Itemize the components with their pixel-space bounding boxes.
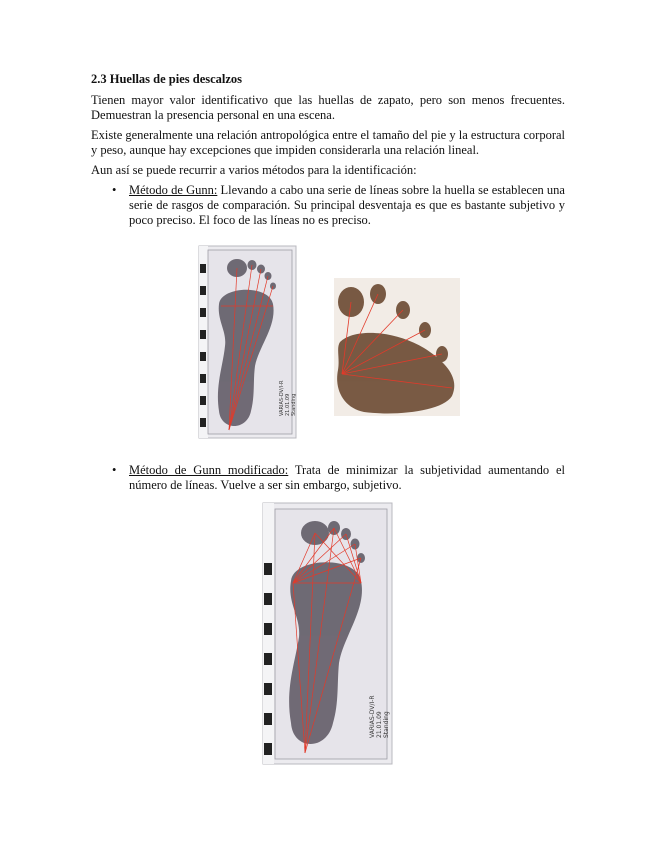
method-gunn-modified-item xyxy=(91,463,565,493)
method-gunn-modified-text: Trata de minimizar la subjetividad aumentando el número de líneas. Vuelve a ser sin embargo, subjetivo. xyxy=(129,463,565,492)
card-label-case: VARIAS-DV/I-R xyxy=(369,695,376,738)
bullet-icon: • xyxy=(112,183,117,197)
card-label-date: 21.01.09 xyxy=(285,393,291,416)
document-page xyxy=(91,72,565,228)
method-gunn-name: Método de Gunn: xyxy=(129,183,218,197)
bullet-icon: • xyxy=(112,463,117,477)
footprint-card-gunn-modified-image xyxy=(263,503,392,764)
method-gunn-modified-name: Método de Gunn modificado: xyxy=(129,463,289,477)
method-gunn-item xyxy=(91,183,565,228)
paragraph-1: Tienen mayor valor identificativo que las huellas de zapato, pero son menos frecuentes. Demuestran la presencia personal en una escena. xyxy=(91,93,565,122)
card-label-date: 21.01.09 xyxy=(376,711,383,738)
paragraph-2: Existe generalmente una relación antropológica entre el tamaño del pie y la estructura corporal y peso, aunque hay excepciones que impiden considerarla una relación lineal. xyxy=(91,128,565,157)
footprint-card-gunn-image xyxy=(199,246,296,438)
sepia-footprint-figure xyxy=(334,278,460,416)
paragraph-3: Aun así se puede recurrir a varios métodos para la identificación: xyxy=(91,163,417,177)
card-label-case: VARIAS-DV/I-R xyxy=(279,380,285,416)
card-label-stance: Standing xyxy=(291,393,297,416)
card-label-stance: Standing xyxy=(383,711,390,738)
document-page-continued xyxy=(91,463,565,493)
section-heading: 2.3 Huellas de pies descalzos xyxy=(91,72,243,86)
footprint-card-gunn-figure xyxy=(199,246,296,438)
sepia-footprint-image xyxy=(334,278,460,416)
method-gunn-text: Llevando a cabo una serie de líneas sobre la huella se establecen una serie de rasgos de comparación. Su principal desventaja es que es bastante subjetivo y poco preciso. El foco de las líneas no es preciso. xyxy=(129,183,565,227)
footprint-card-gunn-modified-figure xyxy=(263,503,392,764)
